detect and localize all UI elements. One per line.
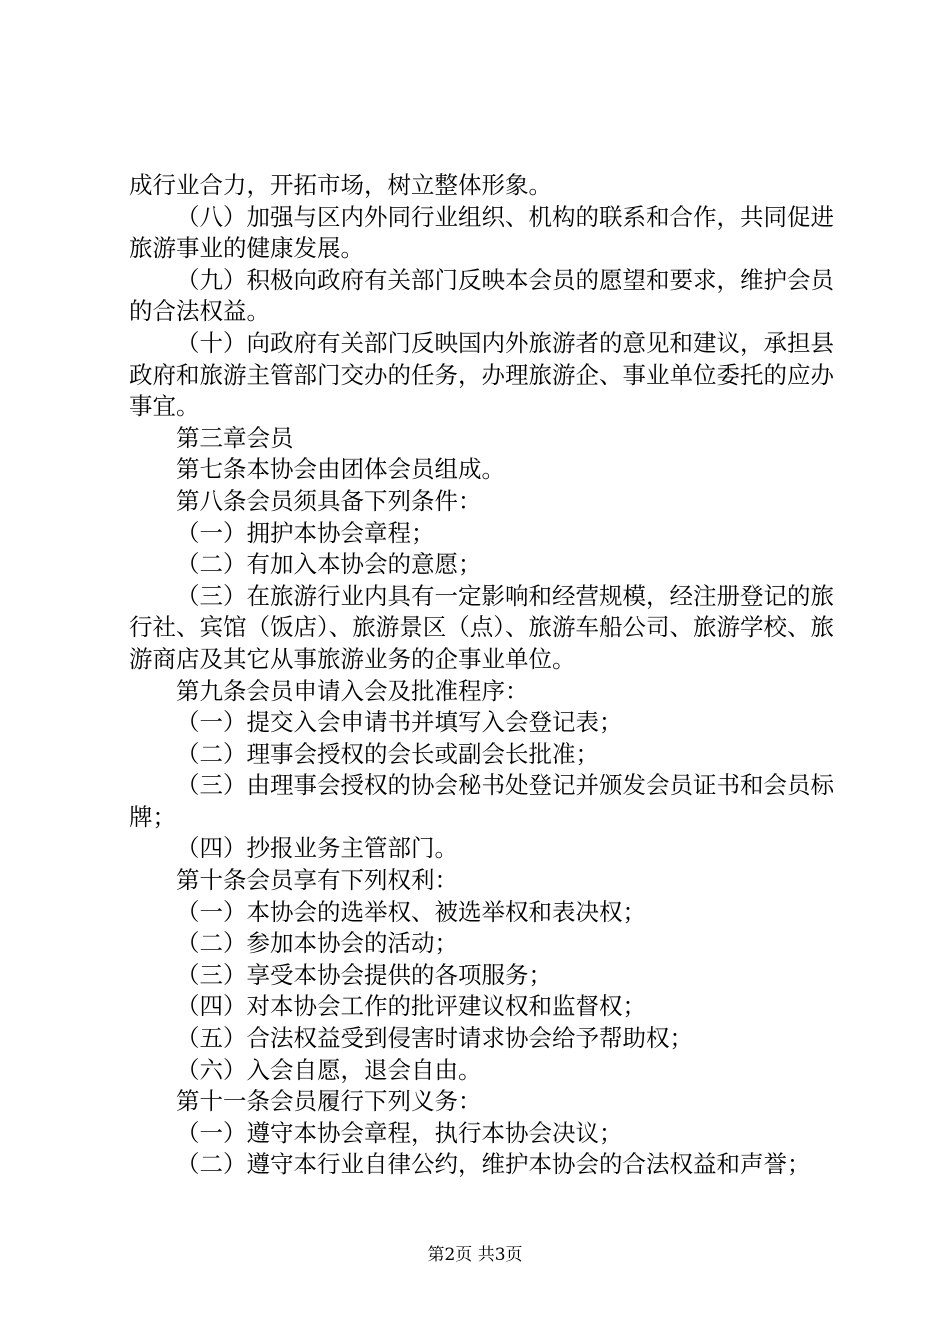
article-9-item-3: （三）由理事会授权的协会秘书处登记并颁发会员证书和会员标牌； [129, 771, 834, 831]
article-9-item-4: （四）抄报业务主管部门。 [176, 834, 458, 863]
article-8-item-2: （二）有加入本协会的意愿； [176, 550, 482, 579]
article-10-item-6: （六）入会自愿，退会自由。 [176, 1055, 482, 1084]
article-10: 第十条会员享有下列权利： [176, 866, 458, 895]
paragraph-item-9: （九）积极向政府有关部门反映本会员的愿望和要求，维护会员的合法权益。 [129, 265, 834, 326]
paragraph-continuation: 成行业合力，开拓市场，树立整体形象。 [129, 171, 552, 199]
paragraph-item-8: （八）加强与区内外同行业组织、机构的联系和合作，共同促进旅游事业的健康发展。 [129, 202, 834, 263]
paragraph-item-10: （十）向政府有关部门反映国内外旅游者的意见和建议，承担县政府和旅游主管部门交办的任务，办理旅游企、事业单位委托的应办事宜。 [129, 328, 834, 421]
article-9-item-2: （二）理事会授权的会长或副会长批准； [176, 739, 599, 768]
article-10-item-5: （五）合法权益受到侵害时请求协会给予帮助权； [176, 1024, 693, 1053]
page-number: 第2页 共3页 [427, 1245, 523, 1265]
article-7: 第七条本协会由团体会员组成。 [176, 455, 505, 484]
article-10-item-3: （三）享受本协会提供的各项服务； [176, 960, 552, 989]
document-body [129, 170, 834, 1181]
article-10-item-4: （四）对本协会工作的批评建议权和监督权； [176, 992, 646, 1021]
article-10-item-2: （二）参加本协会的活动； [176, 929, 458, 958]
article-9: 第九条会员申请入会及批准程序： [176, 676, 529, 705]
page-footer [0, 1244, 950, 1266]
article-11-item-2: （二）遵守本行业自律公约，维护本协会的合法权益和声誉； [176, 1150, 811, 1179]
article-11: 第十一条会员履行下列义务： [176, 1087, 482, 1116]
article-11-item-1: （一）遵守本协会章程，执行本协会决议； [176, 1118, 623, 1147]
article-10-item-1: （一）本协会的选举权、被选举权和表决权； [176, 897, 646, 926]
chapter-heading: 第三章会员 [176, 423, 294, 452]
article-9-item-1: （一）提交入会申请书并填写入会登记表； [176, 708, 623, 737]
article-8: 第八条会员须具备下列条件： [176, 486, 482, 515]
article-8-item-3: （三）在旅游行业内具有一定影响和经营规模，经注册登记的旅行社、宾馆（饭店）、旅游景区（点）、旅游车船公司、旅游学校、旅游商店及其它从事旅游业务的企事业单位。 [129, 581, 834, 673]
article-8-item-1: （一）拥护本协会章程； [176, 518, 435, 547]
